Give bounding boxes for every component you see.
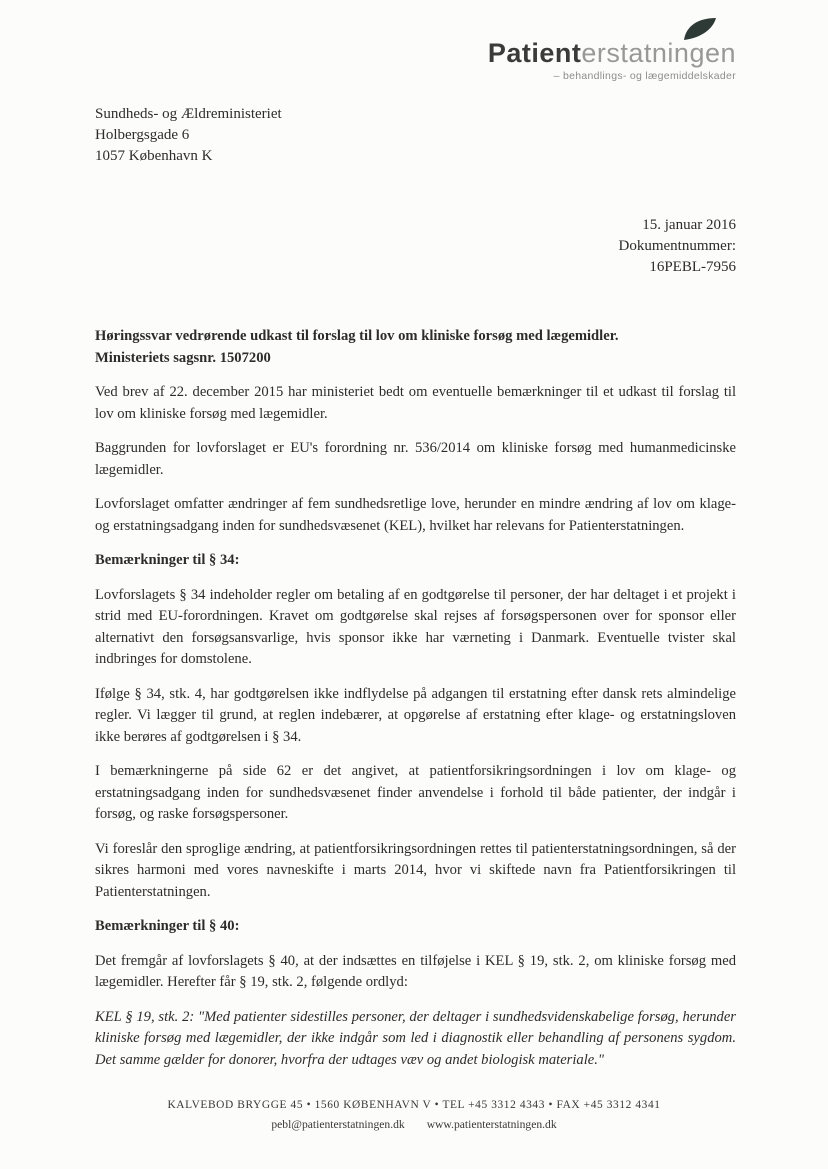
section-heading-34: Bemærkninger til § 34: bbox=[95, 552, 240, 568]
logo-brand-light: erstatningen bbox=[581, 38, 736, 68]
recipient-city: 1057 København K bbox=[95, 148, 213, 164]
subject-heading bbox=[95, 326, 736, 369]
letter-date: 15. januar 2016 bbox=[642, 217, 736, 233]
logo-brand-bold: Patient bbox=[487, 38, 582, 68]
paragraph: Vi foreslår den sproglige ændring, at patientforsikringsordningen rettes til patienterstatningsordningen, så der sikres harmoni med vores navneskifte i marts 2014, hvor vi skiftede navn fra Patientforsikringen til Patienterstatningen. bbox=[95, 840, 736, 900]
section-heading-40: Bemærkninger til § 40: bbox=[95, 918, 240, 934]
recipient-address bbox=[95, 104, 282, 167]
paragraph: Baggrunden for lovforslaget er EU's forordning nr. 536/2014 om kliniske forsøg med humanmedicinske lægemidler. bbox=[95, 440, 736, 478]
paragraph: I bemærkningerne på side 62 er det angivet, at patientforsikringsordningen i lov om klage- og erstatningsadgang inden for sundhedsvæsenet finder anvendelse i forhold til både patienter, der indgår i forsøg, og raske forsøgspersoner. bbox=[95, 763, 736, 822]
leaf-icon bbox=[682, 16, 718, 47]
subject-line2: Ministeriets sagsnr. 1507200 bbox=[95, 349, 271, 366]
letter-meta bbox=[619, 215, 736, 278]
paragraph: Ved brev af 22. december 2015 har ministeriet bedt om eventuelle bemærkninger til et udkast til forslag til lov om kliniske forsøg med lægemidler. bbox=[95, 384, 736, 422]
document-number: 16PEBL-7956 bbox=[649, 259, 736, 275]
footer-email: pebl@patienterstatningen.dk bbox=[271, 1118, 405, 1131]
subject-line1: Høringssvar vedrørende udkast til forslag til lov om kliniske forsøg med lægemidler. bbox=[95, 328, 619, 344]
letter-footer bbox=[0, 1099, 828, 1131]
recipient-name: Sundheds- og Ældreministeriet bbox=[95, 106, 282, 122]
paragraph: Lovforslagets § 34 indeholder regler om betaling af en godtgørelse til personer, der har deltaget i et projekt i strid med EU-forordningen. Kravet om godtgørelse skal rejses af forsøgspersonen over for sponsor eller alternativt den forsøgsansvarlige, hvis sponsor ikke har værneting i Danmark. Eventuelle tvister skal indbringes for domstolene. bbox=[95, 586, 736, 667]
footer-address: KALVEBOD BRYGGE 45 • 1560 KØBENHAVN V • TEL +45 3312 4343 • FAX +45 3312 4341 bbox=[167, 1099, 661, 1111]
logo-tagline: – behandlings- og lægemiddelskader bbox=[553, 70, 736, 82]
paragraph: Ifølge § 34, stk. 4, har godtgørelsen ikke indflydelse på adgangen til erstatning efter dansk rets almindelige regler. Vi lægger til grund, at reglen indebærer, at opgørelse af erstatning efter klage- og erstatningsloven ikke berøres af godtgørelsen i § 34. bbox=[95, 685, 736, 745]
document-number-label: Dokumentnummer: bbox=[618, 238, 736, 254]
logo bbox=[488, 16, 736, 82]
legal-quote: KEL § 19, stk. 2: "Med patienter sidestilles personer, der deltager i sundhedsvidenskabelige forsøg, herunder kliniske forsøg med lægemidler, der ikke indgår som led i diagnostik eller behandling af personens sygdom. Det samme gælder for donorer, hvorfra der udtages væv og andet biologisk materiale." bbox=[95, 1008, 736, 1068]
footer-website: www.patienterstatningen.dk bbox=[426, 1118, 557, 1131]
recipient-street: Holbergsgade 6 bbox=[95, 127, 190, 143]
paragraph: Det fremgår af lovforslagets § 40, at der indsættes en tilføjelse i KEL § 19, stk. 2, om kliniske forsøg med lægemidler. Herefter får § 19, stk. 2, følgende ordlyd: bbox=[95, 952, 736, 990]
footer-contacts bbox=[0, 1118, 828, 1131]
paragraph: Lovforslaget omfatter ændringer af fem sundhedsretlige love, herunder en mindre ændring af lov om klage- og erstatningsadgang inden for sundhedsvæsenet (KEL), hvilket har relevans for Patienterstatningen. bbox=[95, 496, 736, 534]
letter-body bbox=[95, 326, 736, 1084]
